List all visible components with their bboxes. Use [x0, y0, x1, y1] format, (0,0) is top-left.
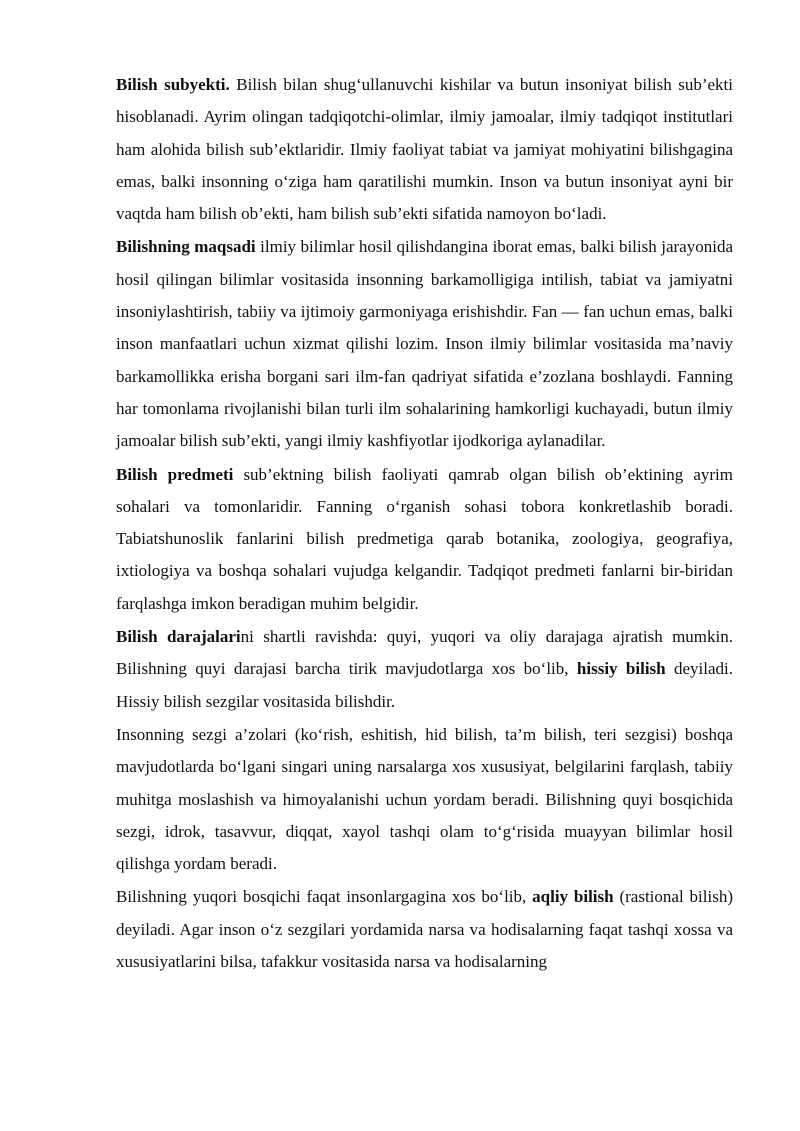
- paragraph-text: Insonning sezgi a’zolari (ko‘rish, eshitish, hid bilish, ta’m bilish, teri sezgisi) boshqa mavjudotlarda bo‘lgani singari uning narsalarga xos xususiyat, belgilarini farqlash, tabiiy muhitga moslashish va himoyalanishi uchun yordam beradi. Bilishning quyi bosqichida sezgi, idrok, tasavvur, diqqat, xayol tashqi olam to‘g‘risida muayyan bilimlar hosil qilishga yordam beradi.: [116, 724, 733, 874]
- paragraph-text: sub’ektning bilish faoliyati qamrab olgan bilish ob’ektining ayrim sohalari va tomonlaridir. Fanning o‘rganish sohasi tobora konkretlashib boradi. Tabiatshunoslik fanlarini bilish predmetiga qarab botanika, zoologiya, geografiya, ixtiologiya va boshqa sohalari vujudga kelgandir. Tadqiqot predmeti fanlarni bir-biridan farqlashga imkon beradigan muhim belgidir.: [116, 464, 733, 613]
- paragraph-bilish-subyekti: [116, 69, 733, 230]
- paragraph-heading: Bilish darajalari: [116, 627, 241, 647]
- paragraph-sezgi-azolari: [116, 719, 733, 880]
- paragraph-text-tail: deyiladi. Hissiy bilish sezgilar vositasida bilishdir.: [116, 659, 733, 711]
- paragraph-bilishning-maqsadi: [116, 231, 733, 457]
- paragraph-bilish-predmeti: [116, 459, 733, 620]
- paragraph-text: Bilish bilan shug‘ullanuvchi kishilar va butun insoniyat bilish sub’ekti hisoblanadi. Ayrim olingan tadqiqotchi-olimlar, ilmiy jamoalar, ilmiy tadqiqot institutlari ham alohida bilish sub’ektlaridir. Ilmiy faoliyat tabiat va jamiyat mohiyatini bilishgagina emas, balki insonning o‘ziga ham qaratilishi mumkin. Inson va butun insoniyat ayni bir vaqtda ham bilish ob’ekti, ham bilish sub’ekti sifatida namoyon bo‘ladi.: [116, 75, 733, 224]
- document-page: [116, 69, 733, 979]
- paragraph-text: Bilishning yuqori bosqichi faqat insonlargagina xos bo‘lib,: [116, 887, 533, 907]
- paragraph-heading: Bilish predmeti: [116, 464, 234, 484]
- paragraph-heading: Bilishning maqsadi: [116, 237, 256, 257]
- paragraph-text: ni shartli ravishda: quyi, yuqori va oliy darajaga ajratish mumkin. Bilishning quyi darajasi barcha tirik mavjudotlarga xos bo‘lib,: [116, 627, 733, 679]
- paragraph-text: ilmiy bilimlar hosil qilishdangina iborat emas, balki bilish jarayonida hosil qilingan bilimlar vositasida insonning barkamolligiga intilish, tabiat va jamiyatni insoniylashtirish, tabiiy va ijtimoiy garmoniyaga erishishdir. Fan — fan uchun emas, balki inson manfaatlari uchun xizmat qilishi lozim. Inson ilmiy bilimlar vositasida ma’naviy barkamollikka erisha borgani sari ilm-fan qadriyat sifatida e’zozlana boshlaydi. Fanning har tomonlama rivojlanishi bilan turli ilm sohalarining hamkorligi kuchayadi, butun ilmiy jamoalar bilish sub’ekti, yangi ilmiy kashfiyotlar ijodkoriga aylanadilar.: [116, 237, 733, 451]
- paragraph-text-tail: (rastional bilish) deyiladi. Agar inson o‘z sezgilari yordamida narsa va hodisalarning faqat tashqi xossa va xususiyatlarini bilsa, tafakkur vositasida narsa va hodisalarning: [116, 887, 733, 972]
- paragraph-yuqori-bosqich: [116, 881, 733, 978]
- bold-term-aqliy-bilish: aqliy bilish: [532, 887, 614, 907]
- paragraph-bilish-darajalari: [116, 621, 733, 718]
- paragraph-heading: Bilish subyekti.: [116, 75, 230, 94]
- bold-term-hissiy-bilish: hissiy bilish: [576, 659, 666, 679]
